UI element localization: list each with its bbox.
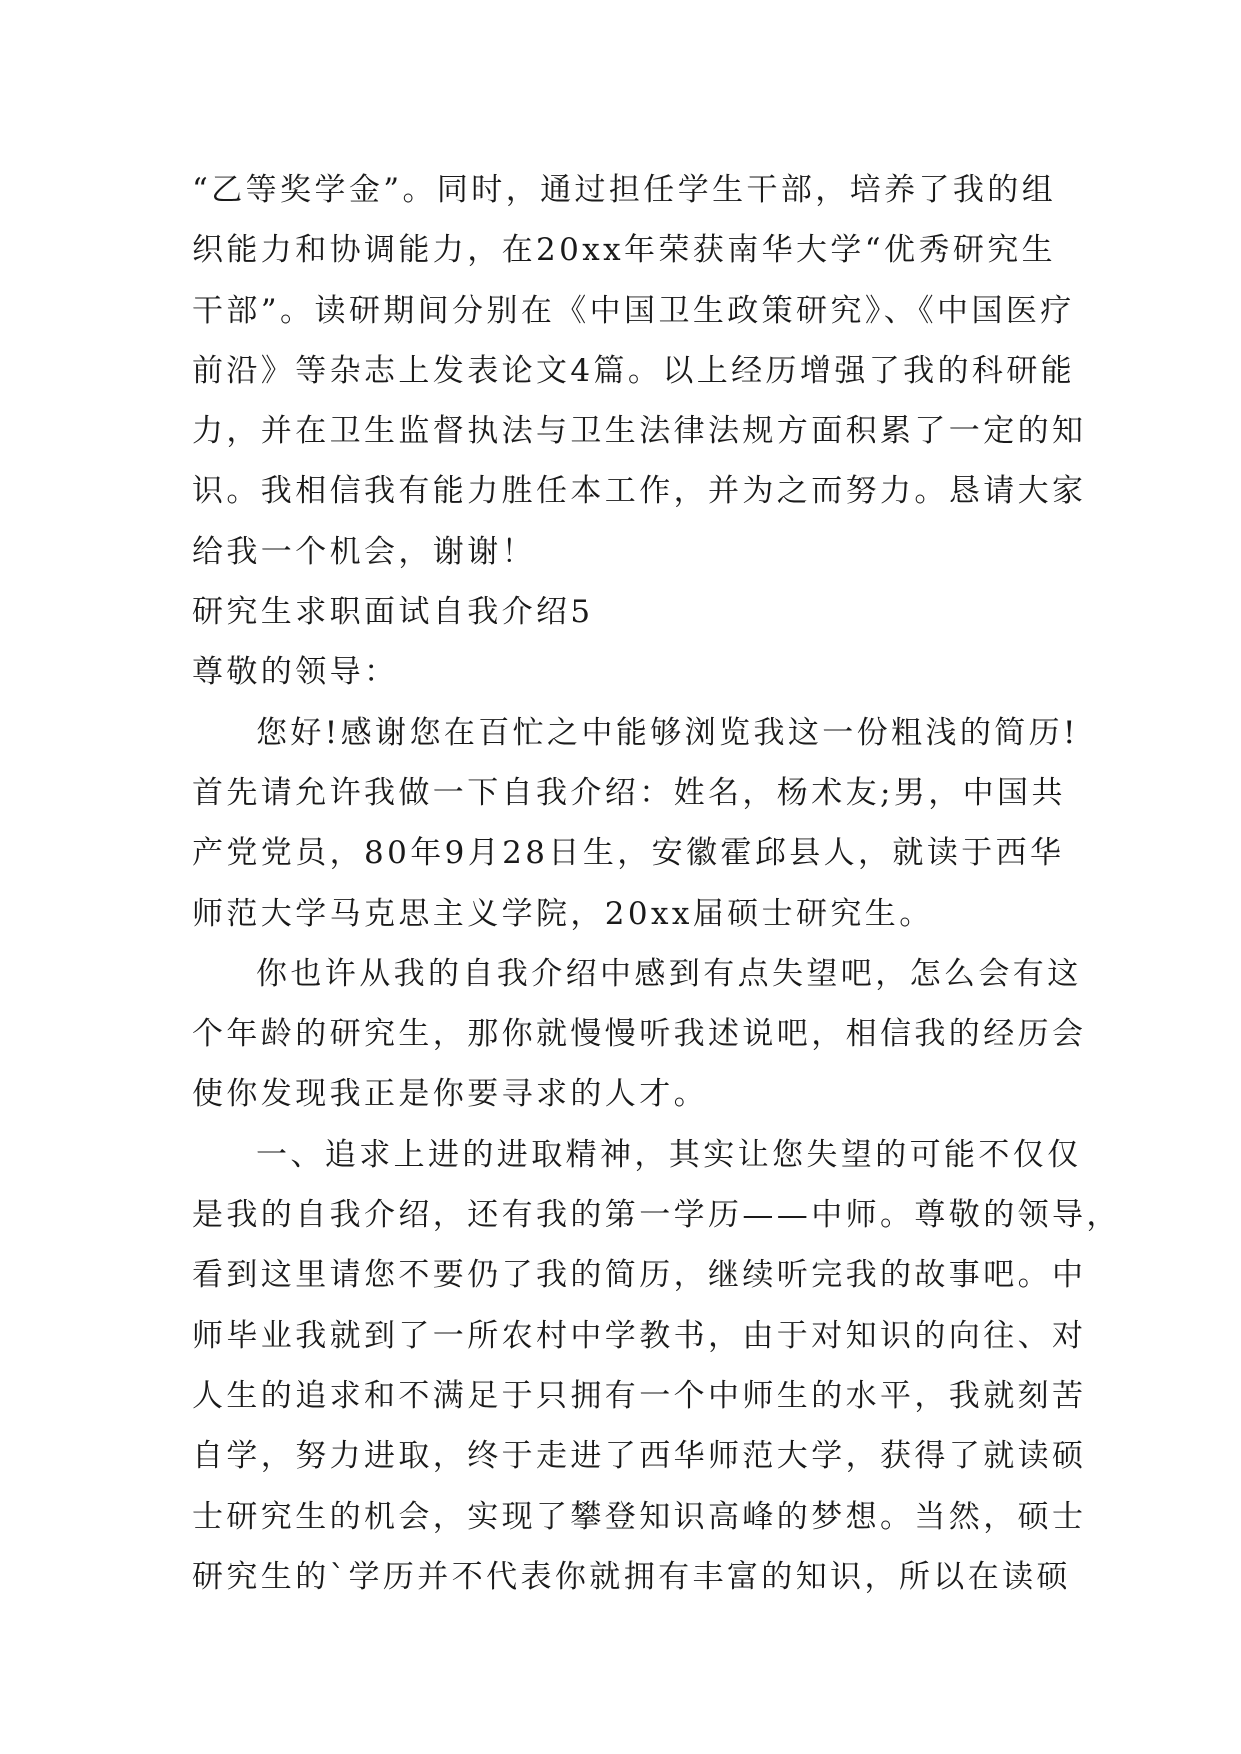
text-line: 师范大学马克思主义学院，20xx届硕士研究生。 (192, 895, 934, 932)
text-line: 研究生的`学历并不代表你就拥有丰富的知识，所以在读硕 (192, 1558, 1071, 1595)
text-line: 师毕业我就到了一所农村中学教书，由于对知识的向往、对 (192, 1317, 1087, 1354)
section-heading: 研究生求职面试自我介绍5 (192, 594, 594, 631)
text-line: 力，并在卫生监督执法与卫生法律法规方面积累了一定的知 (192, 413, 1087, 450)
text-line: 人生的追求和不满足于只拥有一个中师生的水平，我就刻苦 (192, 1377, 1087, 1414)
text-line: 使你发现我正是你要寻求的人才。 (192, 1076, 708, 1113)
text-line: 看到这里请您不要仍了我的简历，继续听完我的故事吧。中 (192, 1257, 1087, 1294)
text-line: 个年龄的研究生，那你就慢慢听我述说吧，相信我的经历会 (192, 1016, 1087, 1053)
salutation: 尊敬的领导： (192, 654, 399, 691)
text-line: 你也许从我的自我介绍中感到有点失望吧，怎么会有这 (256, 955, 1082, 992)
text-line: 给我一个机会，谢谢！ (192, 533, 536, 570)
text-line: “乙等奖学金”。同时，通过担任学生干部，培养了我的组 (192, 172, 1057, 208)
text-line: 士研究生的机会，实现了攀登知识高峰的梦想。当然，硕士 (192, 1498, 1087, 1535)
text-line: 干部”。读研期间分别在《中国卫生政策研究》、《中国医疗 (192, 292, 1075, 329)
text-line: 首先请允许我做一下自我介绍：姓名，杨术友;男，中国共 (192, 774, 1066, 811)
text-line: 一、追求上进的进取精神，其实让您失望的可能不仅仅 (256, 1136, 1082, 1173)
text-line: 是我的自我介绍，还有我的第一学历——中师。尊敬的领导， (192, 1197, 1121, 1234)
text-line: 识。我相信我有能力胜任本工作，并为之而努力。恳请大家 (192, 473, 1087, 510)
text-line: 自学，努力进取，终于走进了西华师范大学，获得了就读硕 (192, 1438, 1087, 1475)
text-line: 产党党员，80年9月28日生，安徽霍邱县人，就读于西华 (192, 835, 1065, 872)
text-line: 您好!感谢您在百忙之中能够浏览我这一份粗浅的简历! (256, 714, 1079, 751)
text-line: 前沿》等杂志上发表论文4篇。以上经历增强了我的科研能 (192, 352, 1076, 389)
document-page (192, 160, 1121, 1607)
text-line: 织能力和协调能力，在20xx年荣获南华大学“优秀研究生 (192, 232, 1057, 269)
